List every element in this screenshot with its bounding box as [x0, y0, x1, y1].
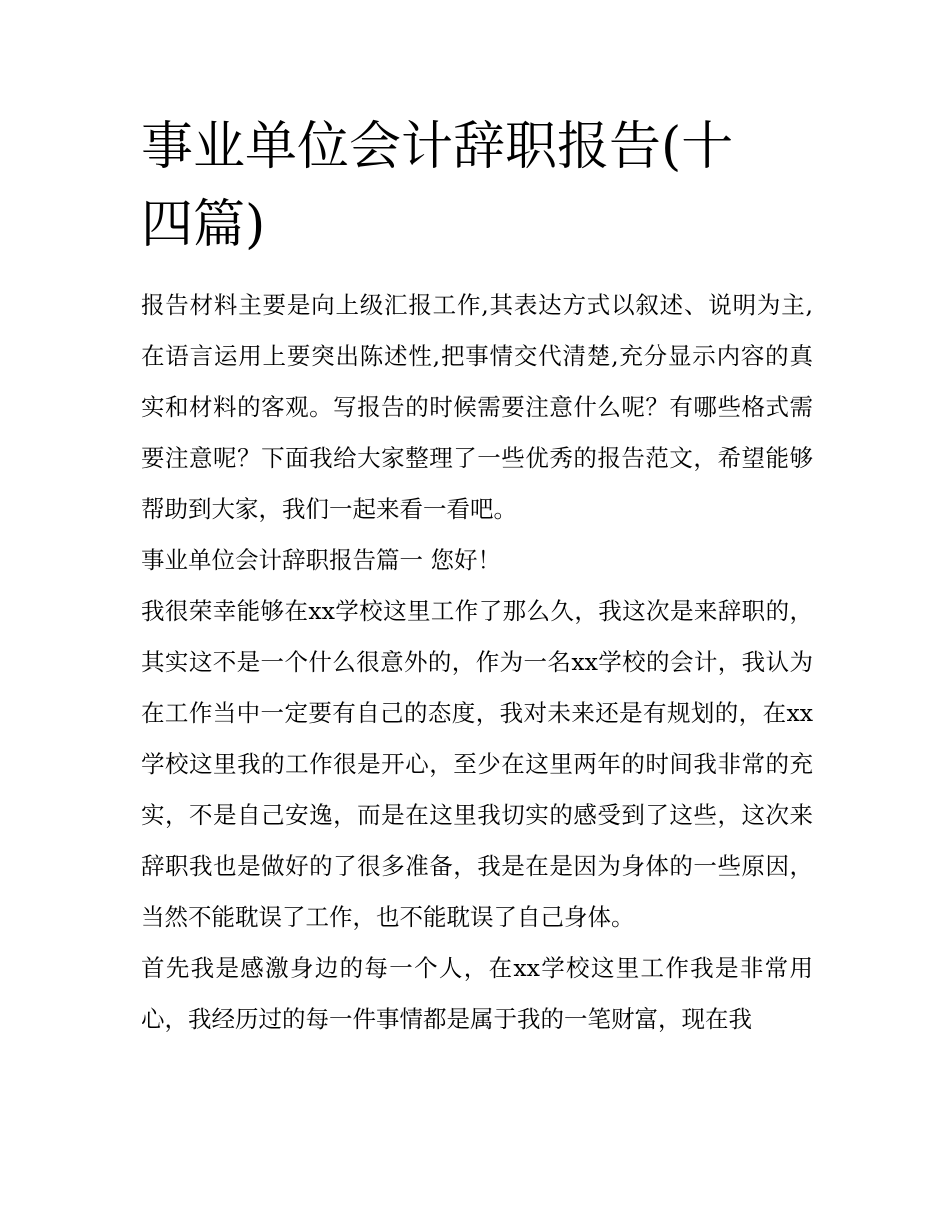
intro-paragraph: 报告材料主要是向上级汇报工作,其表达方式以叙述、说明为主,在语言运用上要突出陈述性,把事情交代清楚,充分显示内容的真实和材料的客观。写报告的时候需要注意什么呢？有哪些格式需要注意呢？下面我给大家整理了一些优秀的报告范文，希望能够帮助到大家，我们一起来看一看吧。: [141, 291, 813, 523]
section-heading-paragraph: 事业单位会计辞职报告篇一 您好！: [141, 546, 501, 574]
document-page: [141, 108, 813, 1045]
document-title: 事业单位会计辞职报告(十四篇): [141, 117, 734, 255]
body-paragraph: 我很荣幸能够在xx学校这里工作了那么久，我这次是来辞职的，其实这不是一个什么很意外的，作为一名xx学校的会计，我认为在工作当中一定要有自己的态度，我对未来还是有规划的，在xx学校这里我的工作很是开心，至少在这里两年的时间我非常的充实，不是自己安逸，而是在这里我切实的感受到了这些，这次来辞职我也是做好的了很多准备，我是在是因为身体的一些原因，当然不能耽误了工作，也不能耽误了自己身体。: [141, 597, 813, 931]
body-paragraph: 首先我是感激身边的每一个人，在xx学校这里工作我是非常用心，我经历过的每一件事情都是属于我的一笔财富，现在我: [141, 954, 813, 1033]
